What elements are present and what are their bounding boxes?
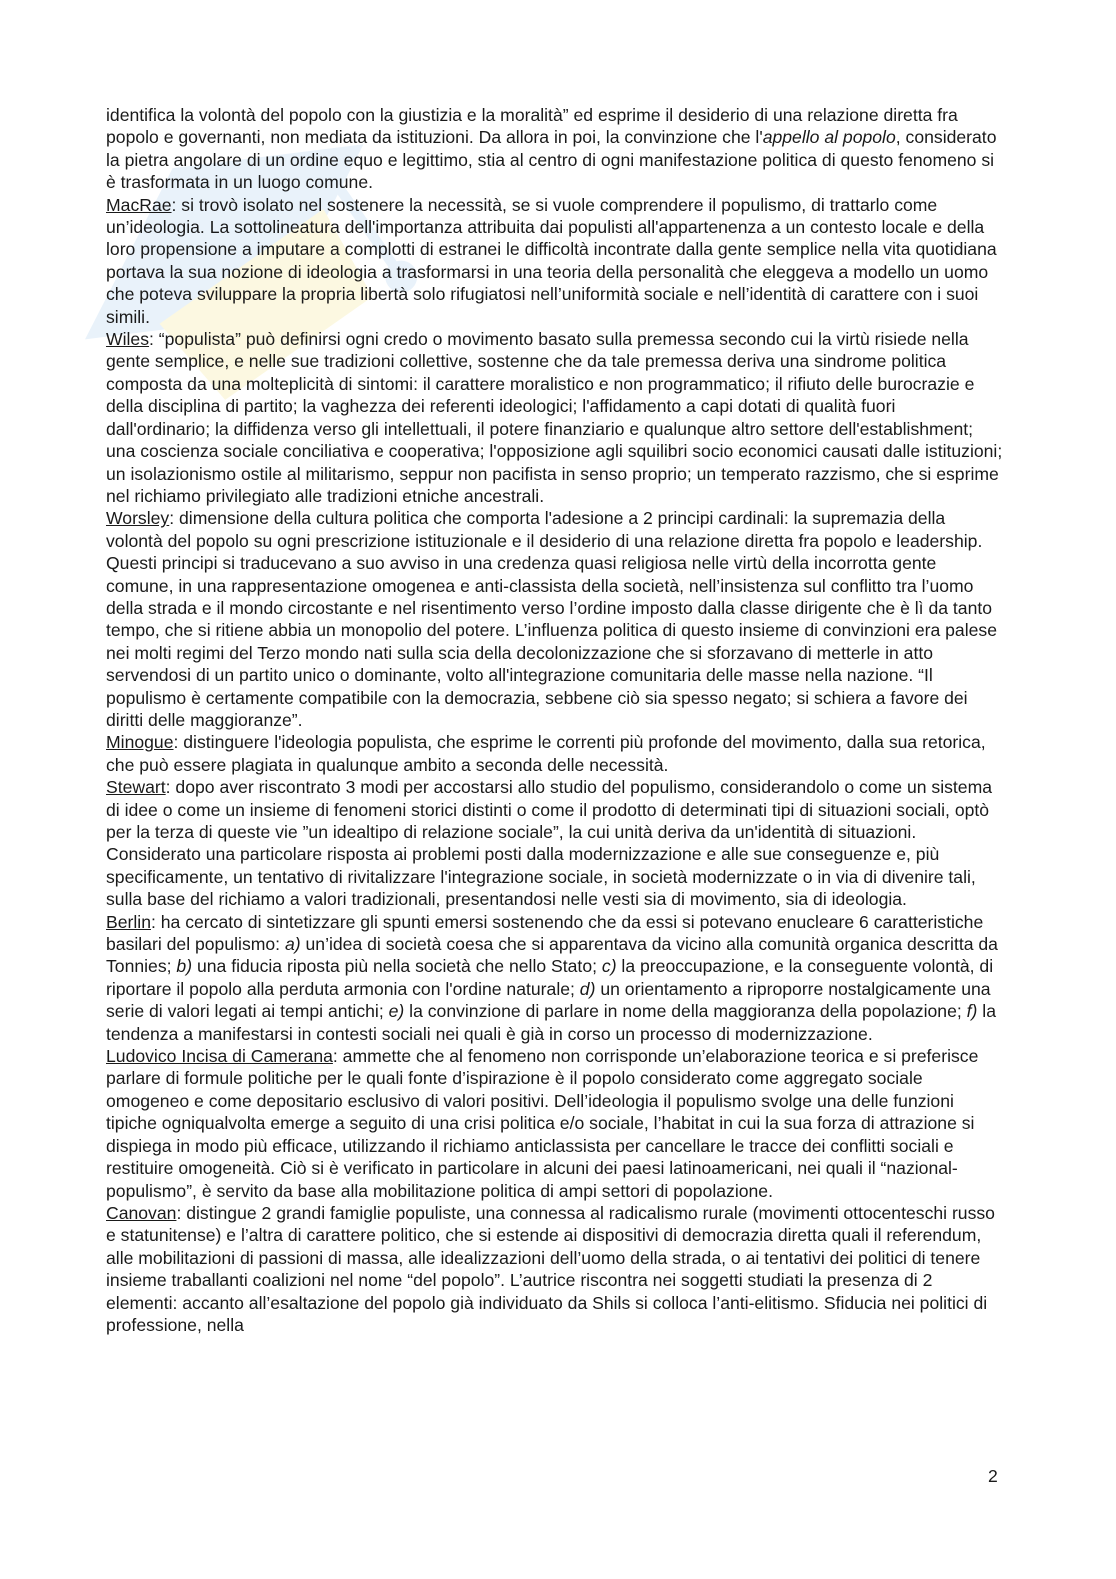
author-name: Canovan: [106, 1202, 177, 1223]
author-name: MacRae: [106, 194, 172, 215]
author-name: Stewart: [106, 777, 166, 798]
paragraph-berlin: Berlin: ha cercato di sintetizzare gli spunti emersi sostenendo che da essi si potevano enucleare 6 caratteristiche basilari del populismo: a) un’idea di società coesa che si apparentava da vicino alla comunità organica descritta da Tonnies; b) una fiducia riposta più nella società che nello Stato; c) la preoccupazione, e la conseguente volontà, di riportare il popolo alla perduta armonia con l'ordine naturale; d) un orientamento a riproporre nostalgicamente una serie di valori legati ai tempi antichi; e) la convinzione di parlare in nome della maggioranza della popolazione; f) la tendenza a manifestarsi in contesti sociali nei quali è già in corso un processo di modernizzazione.: [106, 911, 998, 1044]
paragraph-canovan: Canovan: distingue 2 grandi famiglie populiste, una connessa al radicalismo rurale (movimenti ottocenteschi russo e statunitense) e l’altra di carattere politico, che si estende ai dispositivi di democrazia diretta quali il referendum, alle mobilitazioni di passioni di massa, alle idealizzazioni dell’uomo della strada, o ai tentativi dei politici di tenere insieme traballanti coalizioni nel nome “del popolo”. L’autrice riscontra nei soggetti studiati la presenza di 2 elementi: accanto all’esaltazione del popolo già individuato da Shils si colloca l’anti-elitismo. Sfiducia nei politici di professione, nella: [106, 1202, 995, 1335]
paragraph-incisa: Ludovico Incisa di Camerana: ammette che al fenomeno non corrisponde un’elaborazione teorica e si preferisce parlare di formule politiche per le quali fonte d’ispirazione è il popolo considerato come aggregato sociale omogeneo e come depositario esclusivo di valori positivi. Dell’ideologia il populismo svolge una delle funzioni tipiche ogniqualvolta emerge a seguito di una crisi politica e/o sociale, l’habitat in cui la sua forza di attrazione si dispiega in modo più efficace, utilizzando il richiamo anticlassista per cancellare le tracce dei conflitti sociali e restituire omogeneità. Ciò si è verificato in particolare in alcuni dei paesi latinoamericani, nei quali il “nazional-populismo”, è servito da base alla mobilitazione politica di ampi settori di popolazione.: [106, 1046, 979, 1201]
paragraph-macrae: MacRae: si trovò isolato nel sostenere la necessità, se si vuole comprendere il populismo, di trattarlo come un’ideologia. La sottolineatura dell'importanza attribuita dai populisti all'appartenenza a un contesto locale e della loro propensione a imputare a complotti di estranei le difficoltà incontrate dalla gente semplice nella vita quotidiana portava la sua nozione di ideologia a trasformarsi in una teoria della personalità che eleggeva a modello un uomo che poteva sviluppare la propria libertà solo rifugiatosi nell’uniformità sociale e nell’identità di carattere con i suoi simili.: [106, 194, 997, 327]
paragraph-wiles: Wiles: “populista” può definirsi ogni credo o movimento basato sulla premessa secondo cui la virtù risiede nella gente semplice, e nelle sue tradizioni collettive, sostenne che da tale premessa deriva una sindrome politica composta da una molteplicità di sintomi: il carattere moralistico e non programmatico; il rifiuto delle burocrazie e della disciplina di partito; la vaghezza dei referenti ideologici; l'affidamento a capi dotati di qualità fuori dall'ordinario; la diffidenza verso gli intellettuali, il potere finanziario e qualunque altro settore dell'establishment; una coscienza sociale conciliativa e cooperativa; l'opposizione agli squilibri socio economici causati dalle istituzioni; un isolazionismo ostile al militarismo, seppur non pacifista in senso proprio; un temperato razzismo, che si esprime nel richiamo privilegiato alle tradizioni etniche ancestrali.: [106, 329, 1003, 506]
author-name: Minogue: [106, 732, 174, 753]
document-body: [106, 104, 1004, 1336]
page-number: 2: [988, 1466, 998, 1486]
paragraph-intro: identifica la volontà del popolo con la giustizia e la moralità” ed esprime il desiderio di una relazione diretta fra popolo e governanti, non mediata da istituzioni. Da allora in poi, la convinzione che l'appello al popolo, considerato la pietra angolare di un ordine equo e legittimo, stia al centro di ogni manifestazione politica di questo fenomeno si è trasformata in un luogo comune.: [106, 105, 997, 193]
author-name: Worsley: [106, 508, 170, 529]
paragraph-worsley: Worsley: dimensione della cultura politica che comporta l'adesione a 2 principi cardinali: la supremazia della volontà del popolo su ogni prescrizione istituzionale e il desiderio di una relazione diretta fra popolo e leadership. Questi principi si traducevano a suo avviso in una credenza quasi religiosa nelle virtù della incorrotta gente comune, in una rappresentazione omogenea e anti-classista della società, nell’insistenza sul conflitto tra l’uomo della strada e il mondo circostante e nel risentimento verso l’ordine imposto dalla classe dirigente che è lì da tanto tempo, che si ritiene abbia un monopolio del potere. L’influenza politica di questo insieme di convinzioni era palese nei molti regimi del Terzo mondo nati sulla scia della decolonizzazione che si sforzavano di metterle in atto servendosi di un partito unico o dominante, volto all'integrazione comunitaria delle masse nella nazione. “Il populismo è certamente compatibile con la democrazia, sebbene ciò sia spesso negato; si schiera a favore dei diritti delle maggioranze”.: [106, 508, 997, 730]
author-name: Ludovico Incisa di Camerana: [106, 1046, 333, 1067]
paragraph-minogue: Minogue: distinguere l'ideologia populista, che esprime le correnti più profonde del movimento, dalla sua retorica, che può essere plagiata in qualunque ambito a seconda delle necessità.: [106, 732, 986, 775]
author-name: Berlin: [106, 911, 151, 932]
paragraph-stewart: Stewart: dopo aver riscontrato 3 modi per accostarsi allo studio del populismo, considerandolo o come un sistema di idee o come un insieme di fenomeni storici distinti o come il prodotto di determinati tipi di situazioni sociali, optò per la terza di queste vie ”un idealtipo di relazione sociale”, la cui unità deriva da un'identità di situazioni. Considerato una particolare risposta ai problemi posti dalla modernizzazione e alle sue conseguenze e, più specificamente, un tentativo di rivitalizzare l'integrazione sociale, in società modernizzate o in via di divenire tali, sulla base del richiamo a valori tradizionali, presentandosi nelle vesti sia di movimento, sia di ideologia.: [106, 777, 993, 910]
author-name: Wiles: [106, 329, 150, 350]
